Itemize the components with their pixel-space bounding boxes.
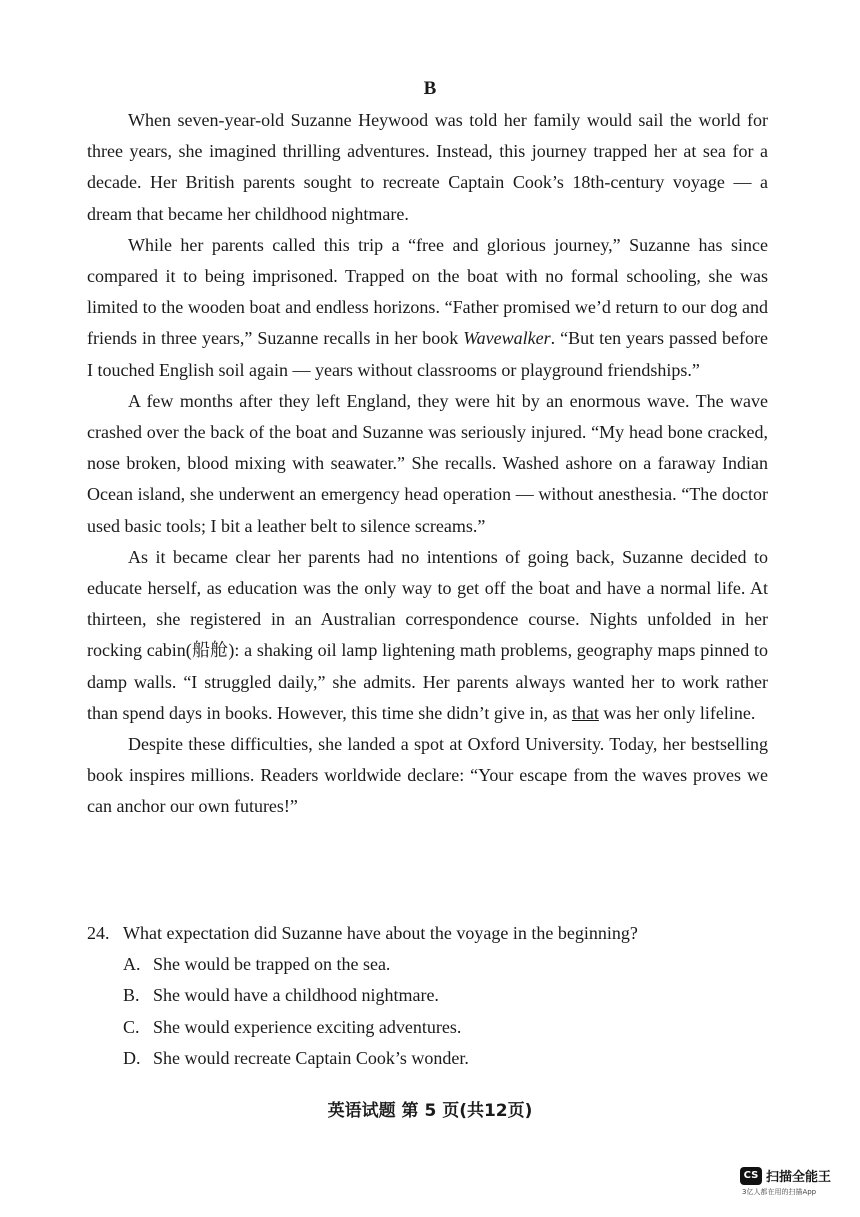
answer-options — [87, 949, 777, 1074]
option-letter: D. — [123, 1047, 141, 1068]
reading-passage — [87, 105, 768, 823]
paragraph-2 — [87, 230, 768, 386]
paragraph-4-text-b: was her only lifeline. — [598, 702, 756, 723]
paragraph-2-text-b: . “But ten years passed before I touched English soil again — years without classrooms or playground friendships.” — [87, 328, 768, 380]
question-number: 24. — [87, 923, 110, 943]
option-letter: C. — [123, 1016, 140, 1037]
option-text: She would be trapped on the sea. — [153, 954, 391, 975]
paragraph-4 — [87, 542, 768, 729]
watermark-tagline: 3亿人都在用的扫描App — [742, 1188, 817, 1196]
section-label: B — [423, 78, 437, 99]
watermark-app-name: 扫描全能王 — [766, 1170, 832, 1185]
page-footer: 英语试题 第 5 页(共12页) — [327, 1101, 533, 1121]
option-text: She would experience exciting adventures. — [153, 1016, 462, 1037]
question-text: What expectation did Suzanne have about the voyage in the beginning? — [123, 923, 638, 943]
option-text: She would have a childhood nightmare. — [153, 985, 439, 1006]
option-text: She would recreate Captain Cook’s wonder. — [153, 1047, 469, 1068]
question-stem — [87, 918, 777, 949]
option-d[interactable] — [87, 1043, 777, 1074]
question-24 — [87, 918, 777, 1074]
paragraph-5: Despite these difficulties, she landed a spot at Oxford University. Today, her bestselling book inspires millions. Readers worldwide declare: “Your escape from the waves proves we can anchor our own futures!” — [87, 734, 768, 817]
option-letter: A. — [123, 954, 141, 975]
book-title: Wavewalker — [463, 328, 551, 349]
option-a[interactable] — [87, 949, 777, 980]
paragraph-2-text-a: While her parents called this trip a “free and glorious journey,” Suzanne has since compared it to being imprisoned. Trapped on the boat with no formal schooling, she was limited to the wooden boat and endless horizons. “Father promised we’d return to our dog and friends in three years,” Suzanne recalls in her book — [87, 234, 768, 349]
paragraph-3: A few months after they left England, they were hit by an enormous wave. The wave crashed over the back of the boat and Suzanne was seriously injured. “My head bone cracked, nose broken, blood mixing with seawater.” She recalls. Washed ashore on a faraway Indian Ocean island, she underwent an emergency head operation — without anesthesia. “The doctor used basic tools; I bit a leather belt to silence screams.” — [87, 390, 768, 536]
scanner-watermark — [740, 1166, 850, 1197]
paragraph-1: When seven-year-old Suzanne Heywood was told her family would sail the world for three years, she imagined thrilling adventures. Instead, this journey trapped her at sea for a decade. Her British parents sought to recreate Captain Cook’s 18th-century voyage — a dream that became her childhood nightmare. — [87, 110, 768, 224]
camscanner-logo-icon: CS — [740, 1167, 762, 1185]
underlined-word: that — [571, 702, 599, 723]
option-b[interactable] — [87, 980, 777, 1011]
option-c[interactable] — [87, 1012, 777, 1043]
paragraph-4-text-a: As it became clear her parents had no intentions of going back, Suzanne decided to educate herself, as education was the only way to get off the boat and have a normal life. At thirteen, she registered in an Australian correspondence course. Nights unfolded in her rocking cabin(船舱): a shaking oil lamp lightening math problems, geography maps pinned to damp walls. “I struggled daily,” she admits. Her parents always wanted her to work rather than spend days in books. However, this time she didn’t give in, as — [87, 546, 768, 723]
option-letter: B. — [123, 985, 140, 1006]
